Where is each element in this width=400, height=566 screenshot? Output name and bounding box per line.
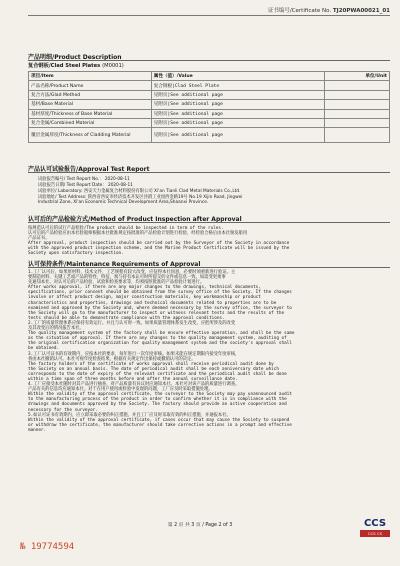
inspection-text (28, 226, 390, 257)
header-unit: 单位/Unit (325, 72, 390, 81)
text-line: 1.工厂认可后，如果原材料、技术文件、工艺规程有较大改变，应征得本社同意，必要时须重新进行验证。主 (28, 270, 236, 275)
text-line: After approval, product inspection should be carried out by the Surveyor of the Society in accordance (28, 241, 290, 247)
certificate-number-label: 证书编号/Certificate No. (267, 8, 332, 14)
table-row (29, 118, 390, 127)
text-line: the Society on an annual basis. The date of periodical audit shall be each anniversary date which (28, 366, 279, 372)
text-line: Within the validity of the approval certificate, the surveyor to the Society may pay unannounced audit (28, 392, 292, 398)
table-row (29, 128, 390, 143)
serial-number: № 19774594 (20, 542, 75, 552)
text-line: 2.工厂的质量管理体系应保持有效运行。并且与认可时一致。如果质量管理体系发生改变，应把所涉及的改变 (28, 320, 236, 326)
text-line: 及其改变后的情况报告本社。 (28, 326, 84, 332)
product-sub-code: (M0001) (102, 63, 124, 69)
row-item: 产品名称/Product Name (29, 81, 152, 90)
text-line: Within the validity of the approval certificate, if cases occur that may cause the Society to suspend (28, 417, 290, 423)
text-line: 产品证书。 (28, 236, 50, 242)
text-line: within a time span of three months before and after the annual surveillance date. (28, 376, 238, 382)
row-value: 见附页|See additional page (151, 90, 324, 99)
logo-mark: CCS (363, 518, 387, 529)
text-line: 要制造材料、关键工艺或产品的特性、特征，须与持有本认可时所提交的文件或信息一致。如需变更须事 (28, 275, 226, 281)
maintenance-text (28, 270, 390, 433)
divider (28, 267, 390, 268)
text-line: After works approval, if there are any major changes to the drawings, technical documents, (28, 285, 261, 291)
text-line: tests should be able to demonstrate compliance with the approval conditions. (28, 315, 225, 321)
table-row (29, 81, 390, 90)
text-line: 4.工厂应接受本社随时对其产品进行抽查，对产品质量有异议时应通知本社。本社可对该产品的质量进行调查。 (28, 382, 240, 388)
text-line: 先通知本社。对认可后的产品检验、试验和检查要求等，均须按照批准的产品检验计划进行。 (28, 280, 205, 286)
text-line: the original certification organization for quality management system and the society's approval shall (28, 341, 292, 347)
test-address-cont: Industrial Zone, Xi'an Economic Technical Development Area,Shaanxi Province. (38, 200, 209, 205)
text-line: characteristics and properties, drawings and technical documents related to properties are to be (28, 300, 277, 306)
product-table (28, 71, 390, 143)
header-rule (28, 15, 390, 16)
row-value: 见附页|See additional page (151, 100, 324, 109)
test-report-no: 试验报告编号/ Test Report No.： 2020-08-11 (38, 177, 130, 182)
row-value: 复合钢板|Clad Steel Plate (151, 81, 324, 90)
laboratory: 试验单位/ Laboratory: 西安天力金属复合材料股份有限公司 Xi'an Tianli Clad Metal Materials Co.,Ltd. (38, 189, 241, 194)
text-line: 按规范认可后的试行产品检验/The product should be inspected in term of the rules. (28, 226, 224, 231)
text-line: to the manufacturing process of the product in order to confirm whether it is in compliance with the (28, 397, 287, 403)
maintenance-title: 认可保持条件/Maintenance Requirements of Approval (28, 261, 201, 268)
text-line: drawings and documents approved by the Society. The factory should provide an active cooperation and (28, 402, 287, 408)
text-line: specifications, prior consent should be obtained from the survey office of the Society. If the changes (28, 290, 292, 296)
row-value: 见附页|See additional page (151, 118, 324, 127)
text-line: as the situation of approval. If there are any changes to the quality management system, auditing of (28, 336, 287, 342)
text-line: with the approved product inspection scheme, and the Marine Product Certificate will be issued by the (28, 246, 290, 252)
inspection-title: 认可后的产品检验方式/Method of Product Inspection after Approval (28, 216, 242, 223)
text-line: The factory holders of the certificate of works approval shall receive periodical audit done by (28, 361, 274, 367)
divider (28, 60, 390, 61)
row-unit (325, 109, 390, 118)
row-unit (325, 128, 390, 143)
row-unit (325, 100, 390, 109)
header-value: 属性（值）/Value (151, 72, 324, 81)
header-item: 项目/Item (29, 72, 152, 81)
text-line: 5.如认可证书有效期内，应立即采取必要的纠正措施，并且工厂应及时采取有效的纠正措施，并通报本社。 (28, 412, 231, 418)
certificate-number-value: TJ20PWA00021_01 (332, 8, 390, 14)
row-item: 基材厚度/Thickness of Base Material (29, 109, 152, 118)
row-item: 基材/Base Material (29, 100, 152, 109)
product-sub-title (28, 62, 390, 69)
type-test-title: 产品认可试验报告/Approval Test Report (28, 166, 150, 173)
page-footer: 第 2 页 共 3 页 / Page 2 of 3 (167, 523, 233, 528)
logo-band: CCS CS (360, 530, 390, 537)
divider (28, 222, 390, 223)
row-unit (325, 90, 390, 99)
text-line: be obtained. (28, 346, 60, 352)
table-row (29, 109, 390, 118)
row-unit (325, 81, 390, 90)
row-unit (325, 118, 390, 127)
product-description-title: 产品明细/Product Description (28, 54, 122, 61)
text-line: 认可后的产品检验应由本社验船师根据本社批准规定按批准的产品检验计划进行检验，经检验合格后由本社颁发船用 (28, 231, 248, 237)
ccs-logo (360, 518, 390, 558)
text-line: The quality management system of the factory shall be ensure effective operation, and shall be the same (28, 331, 295, 337)
test-report-date: 试验报告日期/ Test Report Date： 2020-08-11 (38, 183, 133, 188)
text-line: 3.工厂认可证书的有效期内，应按本社的要求，每年进行一次年度审核。如果未能在规定期限内接受年度审核， (28, 351, 240, 357)
row-item: 复合金属/Combined Material (29, 118, 152, 127)
text-line: necessary for the surveyor. (28, 407, 98, 413)
text-line: Society upon satisfactory inspection. (28, 251, 124, 257)
row-item: 复合方法/Glad Method (29, 90, 152, 99)
table-header-row (29, 72, 390, 81)
row-value: 见附页|See additional page (151, 109, 324, 118)
text-line: 将由本社撤销认可。本社可视年度检查结果，根据有关规定作出保持或撤销认可的决定。 (28, 356, 196, 362)
product-sub-name: 复合钢板/Clad Steel Plates (28, 63, 101, 69)
text-line: the Society will go to the manufacturer to inspect or witness relevant tests and the results of the (28, 310, 285, 316)
row-value: 见附页|See additional page (151, 128, 324, 143)
table-row (29, 100, 390, 109)
text-line: involve or affect product design, major construction materials, key workmanship or product (28, 295, 261, 301)
certificate-number (268, 6, 390, 14)
row-item: 覆层金属厚度/Thickness of Cladding Material (29, 128, 152, 143)
text-line: 产品有关的信息均应通知本社。对于在用户使用或检验中发现的问题，工厂应及时采取措施处理。 (28, 387, 213, 393)
text-line: manner. (28, 427, 47, 433)
table-row (29, 90, 390, 99)
text-line: or withdraw the certificate, the manufacturer should take corrective actions in a prompt and effective (28, 422, 292, 428)
text-line: corresponds to the date of expiry of the relevant certificate and the periodical audit shall be done (28, 371, 287, 377)
divider (28, 172, 390, 173)
test-address: 试验地址/ Test Address: 陕西省西安市经济技术开发区泾渭工业园西金路19号 No.19 Xijin Road, Jingwei (38, 195, 243, 200)
text-line: examined and approved by the Society and, where deemed necessary by the survey office, the surveyor to (28, 305, 292, 311)
